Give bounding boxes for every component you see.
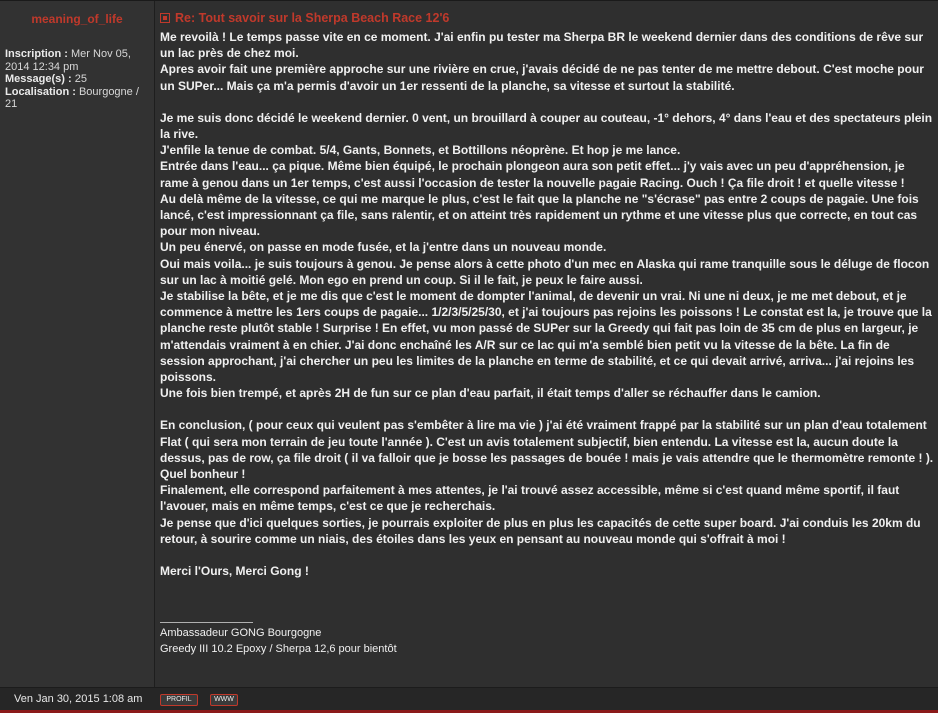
profile-line-label: Inscription : [5,48,68,60]
profile-button[interactable]: PROFIL [160,694,198,706]
post-paragraph: Un peu énervé, on passe en mode fusée, et la j'entre dans un nouveau monde. [160,240,607,255]
signature [160,626,397,657]
post-paragraph: Je me suis donc décidé le weekend dernier. 0 vent, un brouillard à couper au couteau, -1° dehors, 4° dans l'eau et des spectateurs plein la rive. [160,110,933,142]
author-panel [0,1,155,687]
post-paragraph: Quel bonheur ! [160,467,246,482]
post-paragraph: Je pense que d'ici quelques sorties, je pourrais exploiter de plus en plus les capacités de cette super board. J'ai conduis les 20km du retour, à sourire comme un niais, des étoiles dans les yeux en pensant au nouveau monde qui s'offrait à moi ! [160,515,921,546]
post-paragraph: Merci l'Ours, Merci Gong ! [160,564,309,579]
profile-line [5,73,154,86]
post-title-row [160,11,449,25]
paragraph-gap [160,547,935,563]
post-paragraph: J'enfile la tenue de combat. 5/4, Gants, Bonnets, et Bottillons néoprène. Et hop je me lance. [160,143,681,158]
profile-line-value: Mer Nov 05, 2014 12:34 pm [5,48,131,73]
post-footer [0,687,938,710]
post-paragraph: Entrée dans l'eau... ça pique. Même bien équipé, le prochain plongeon aura son petit effet... j'y vais avec un peu d'appréhension, je rame à genou dans un 1er temps, c'est aussi l'occasion de tester la nouvelle pagaie Racing. Ouch ! Ça file droit ! et quelle vitesse ! [160,159,905,190]
post-paragraph: Au delà même de la vitesse, ce qui me marque le plus, c'est le fait que la planche ne "s'écrase" pas entre 2 coups de pagaie. Une fois lancé, c'est impressionnant ça file, sans ralentir, et on atteint très rapidement un rythme et une vitesse plus que correcte, en tout cas pour mon niveau. [160,191,919,239]
profile-line [5,48,154,73]
author-username[interactable]: meaning_of_life [31,12,123,26]
post-paragraph: Une fois bien trempé, et après 2H de fun sur ce plan d'eau parfait, il était temps d'aller se réchauffer dans le camion. [160,386,821,401]
signature-line: Greedy III 10.2 Epoxy / Sherpa 12,6 pour bientôt [160,642,397,655]
post-content [155,1,938,687]
author-profile-info [5,48,154,111]
www-button[interactable]: WWW [210,694,238,706]
signature-divider [160,622,253,623]
post-paragraph: En conclusion, ( pour ceux qui veulent pas s'embêter à lire ma vie ) j'ai été vraiment frappé par la stabilité sur un plan d'eau totalement Flat ( qui sera mon terrain de jeu toute l'année ). C'est un avis totalement subjectif, bien entendu. La vitesse est la, aucun doute la dessus, pas de row, ça file droit ( il va falloir que je bosse les passages de bouée ! mais je vais attendre que le thermomètre remonte ! ). [160,418,934,465]
paragraph-gap [160,94,935,110]
post-title[interactable]: Re: Tout savoir sur la Sherpa Beach Race 12'6 [175,11,450,25]
profile-line-value: 25 [71,73,87,85]
profile-line-value: Bourgogne / 21 [5,85,139,110]
post-paragraph: Je stabilise la bête, et je me dis que c'est le moment de dompter l'animal, de devenir un vrai. Ni une ni deux, je me met debout, et je commence à mettre les 1ers coups de pagaie... 1/2/3/5/25/30, et j'ai toujours pas rejoins les poissons ! Le constat est la, je trouve que la planche reste plutôt stable ! Surprise ! En effet, vu mon passé de SUPer sur la Greedy qui fait pas loin de 35 cm de plus en largeur, je m'attendais vraiment à en chier. J'ai donc enchaîné les A/R sur ce lac qui m'a semblé bien petit vu la vitesse de la bête. La fin de session approchant, j'ai chercher un peu les limites de la planche en terme de stabilité, et ce qui devait arrivé, arriva... j'ai rejoins les poissons. [160,289,932,385]
signature-line: Ambassadeur GONG Bourgogne [160,627,322,639]
profile-line-label: Message(s) : [5,73,72,85]
profile-line-label: Localisation : [5,85,76,98]
post-body [160,29,935,579]
post-paragraph: Finalement, elle correspond parfaitement à mes attentes, je l'ai trouvé assez accessible, même si c'est quand même sportif, il faut l'avouer, mais en même temps, c'est ce que je recherchais. [160,483,900,514]
post-paragraph: Oui mais voila... je suis toujours à genou. Je pense alors à cette photo d'un mec en Alaska qui rame tranquille sous le déluge de flocon sur un lac à moitié gelé. Mon ego en prend un coup. Si il le fait, je peux le faire aussi. [160,256,930,287]
post-date: Ven Jan 30, 2015 1:08 am [14,693,143,705]
profile-line [5,86,154,111]
post-paragraph: Me revoilà ! Le temps passe vite en ce moment. J'ai enfin pu tester ma Sherpa BR le weekend dernier dans des conditions de rêve sur un lac près de chez moi. [160,30,924,61]
post-paragraph: Apres avoir fait une première approche sur une rivière en crue, j'avais décidé de ne pas tenter de me mettre debout. C'est moche pour un SUPer... Mais ça m'a permis d'avoir un 1er ressenti de la planche, sa vitesse et surtout la stabilité. [160,62,924,93]
paragraph-gap [160,401,935,417]
post-icon [160,13,170,23]
